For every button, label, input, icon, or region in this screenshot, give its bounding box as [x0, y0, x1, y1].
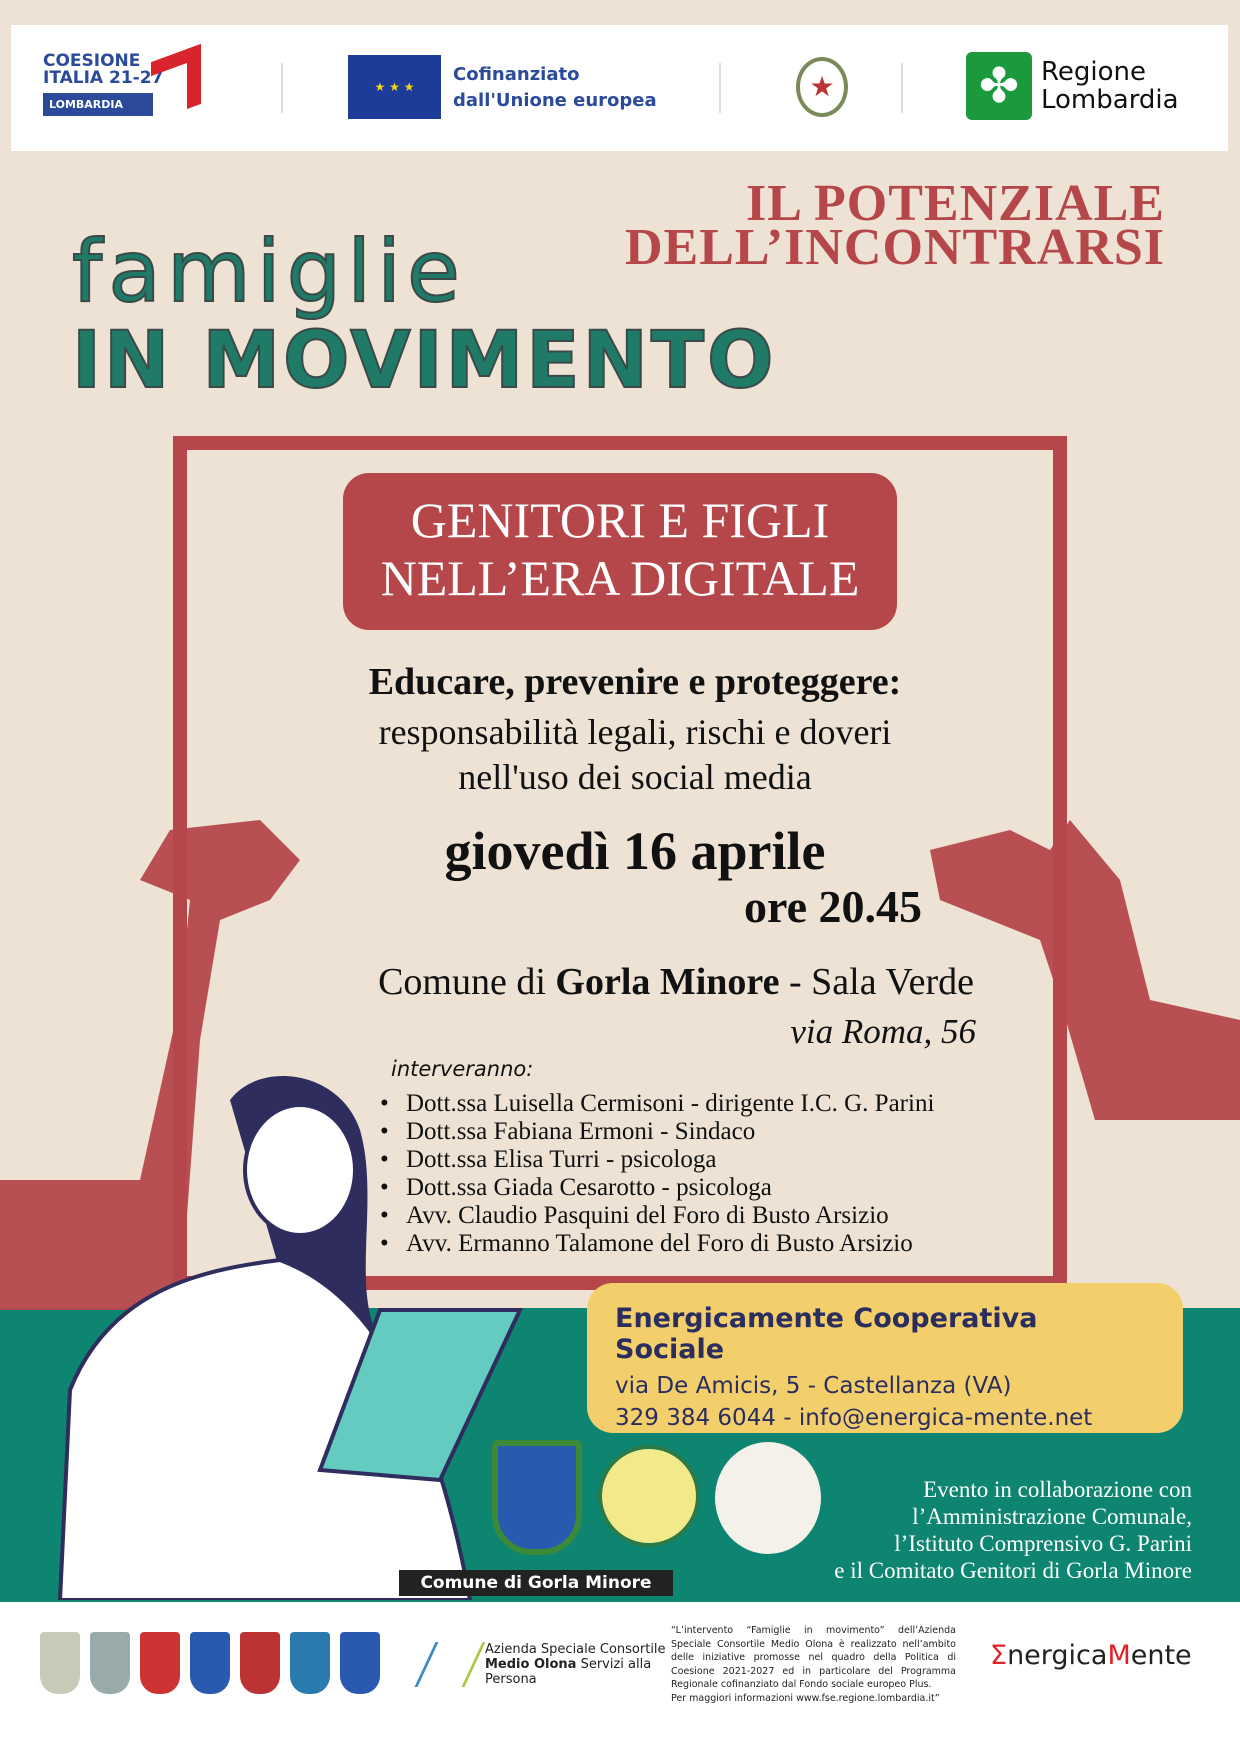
energicamente-logo: [990, 1640, 1192, 1671]
disclaimer-text: “L’intervento “Famiglie in movimento” dell’Azienda Speciale Consortile Medio Olona è realizzato nell’ambito delle iniziative promosse nel quadro della Politica di Coesione 2021-2027 ed in particolare del Programma Regionale cofinanziato dal Fondo sociale europeo Plus.: [671, 1625, 956, 1690]
fse-link[interactable]: www.fse.regione.lombardia.it: [793, 1692, 935, 1704]
azienda-text: [485, 1642, 666, 1687]
eu-line: Cofinanziato: [453, 64, 580, 85]
collab-line: l’Istituto Comprensivo G. Parini: [894, 1531, 1192, 1556]
logo-part: Σ: [990, 1640, 1008, 1671]
crest-icon: [240, 1632, 280, 1694]
venue-pre: Comune di: [378, 961, 556, 1003]
organizer-box: [587, 1283, 1183, 1433]
funding-banner: [11, 25, 1228, 151]
collaboration-text: [834, 1476, 1192, 1584]
tagline-line: IL POTENZIALE: [745, 175, 1165, 232]
venue-town: Gorla Minore: [555, 961, 780, 1003]
crest-icon: [290, 1632, 330, 1694]
coesione-line: COESIONE: [43, 51, 141, 71]
speaker-item: • Dott.ssa Luisella Cermisoni - dirigente I.C. G. Parini: [380, 1090, 934, 1118]
eu-text: [453, 62, 657, 114]
tagline-line: DELL’INCONTRARSI: [625, 219, 1165, 276]
pill-line: GENITORI E FIGLI: [410, 492, 830, 548]
eu-line: dall'Unione europea: [453, 90, 657, 111]
event-address: via Roma, 56: [790, 1012, 976, 1051]
italy-emblem-icon: ★: [796, 57, 848, 117]
description-line: nell'uso dei social media: [458, 757, 812, 797]
description-line: responsabilità legali, rischi e doveri: [378, 712, 892, 752]
disclaimer-more: Per maggiori informazioni: [671, 1692, 794, 1704]
parini-school-logo-icon: [598, 1445, 700, 1547]
gorla-coat-of-arms-icon: [492, 1440, 582, 1555]
crest-icon: [190, 1632, 230, 1694]
coesione-logo: [43, 53, 163, 116]
title-famiglie: famiglie: [72, 222, 466, 322]
disclaimer-end: ”: [934, 1692, 940, 1704]
speaker-item: • Dott.ssa Giada Cesarotto - psicologa: [380, 1174, 934, 1202]
logo-part: M: [1107, 1640, 1131, 1671]
azienda-line: Persona: [485, 1672, 537, 1687]
organizer-contact: 329 384 6044 - info@energica-mente.net: [615, 1405, 1093, 1431]
organizer-name: Energicamente Cooperativa Sociale: [615, 1303, 1038, 1365]
collab-line: Evento in collaborazione con: [923, 1477, 1192, 1502]
speaker-item: • Avv. Claudio Pasquini del Foro di Busto Arsizio: [380, 1202, 934, 1230]
azienda-name: Medio Olona: [485, 1657, 577, 1672]
crest-icon: [40, 1632, 80, 1694]
pill-line: NELL’ERA DIGITALE: [380, 550, 860, 606]
crest-icon: [340, 1632, 380, 1694]
coesione-region: LOMBARDIA: [43, 93, 153, 116]
organizer-address: via De Amicis, 5 - Castellanza (VA): [615, 1373, 1012, 1399]
regione-line: Lombardia: [1041, 85, 1179, 115]
woman-face: [245, 1105, 355, 1235]
speaker-item: • Dott.ssa Elisa Turri - psicologa: [380, 1146, 934, 1174]
tagline: [625, 175, 1165, 276]
lombardia-logo-icon: ✤: [966, 52, 1032, 120]
title-movimento: IN MOVIMENTO: [72, 316, 777, 406]
crest-icon: [140, 1632, 180, 1694]
event-description: [250, 710, 1020, 800]
speaker-item: • Avv. Ermanno Talamone del Foro di Busto Arsizio: [380, 1230, 934, 1258]
event-subtitle: Educare, prevenire e proteggere:: [368, 661, 902, 703]
azienda-line: Azienda Speciale Consortile: [485, 1642, 666, 1657]
event-title-pill: [343, 473, 897, 630]
eu-flag-icon: ★ ★ ★: [348, 55, 441, 119]
comune-label: Comune di Gorla Minore: [399, 1570, 673, 1596]
collab-line: e il Comitato Genitori di Gorla Minore: [834, 1558, 1192, 1583]
regione-line: Regione: [1041, 57, 1147, 87]
medio-olona-logo-icon: [415, 1642, 486, 1687]
coesione-line: ITALIA 21-27: [43, 68, 164, 88]
left-arm: [0, 820, 300, 1310]
speakers-list: [380, 1090, 934, 1258]
azienda-line: Servizi alla: [576, 1657, 652, 1672]
funding-disclaimer: [671, 1624, 956, 1705]
speaker-item: • Dott.ssa Fabiana Ermoni - Sindaco: [380, 1118, 934, 1146]
regione-text: [1041, 58, 1179, 114]
footer: [0, 1600, 1240, 1754]
municipal-crests: [40, 1632, 380, 1694]
event-time: ore 20.45: [743, 881, 922, 932]
event-date: giovedì 16 aprile: [444, 821, 826, 881]
crest-icon: [90, 1632, 130, 1694]
collab-line: l’Amministrazione Comunale,: [912, 1504, 1192, 1529]
logo-part: nergica: [1007, 1640, 1108, 1671]
comitato-genitori-logo-icon: [715, 1442, 821, 1554]
speakers-label: interveranno:: [391, 1057, 534, 1081]
venue-room: - Sala Verde: [779, 961, 974, 1003]
logo-part: ente: [1130, 1640, 1192, 1671]
event-venue: [378, 960, 974, 1004]
